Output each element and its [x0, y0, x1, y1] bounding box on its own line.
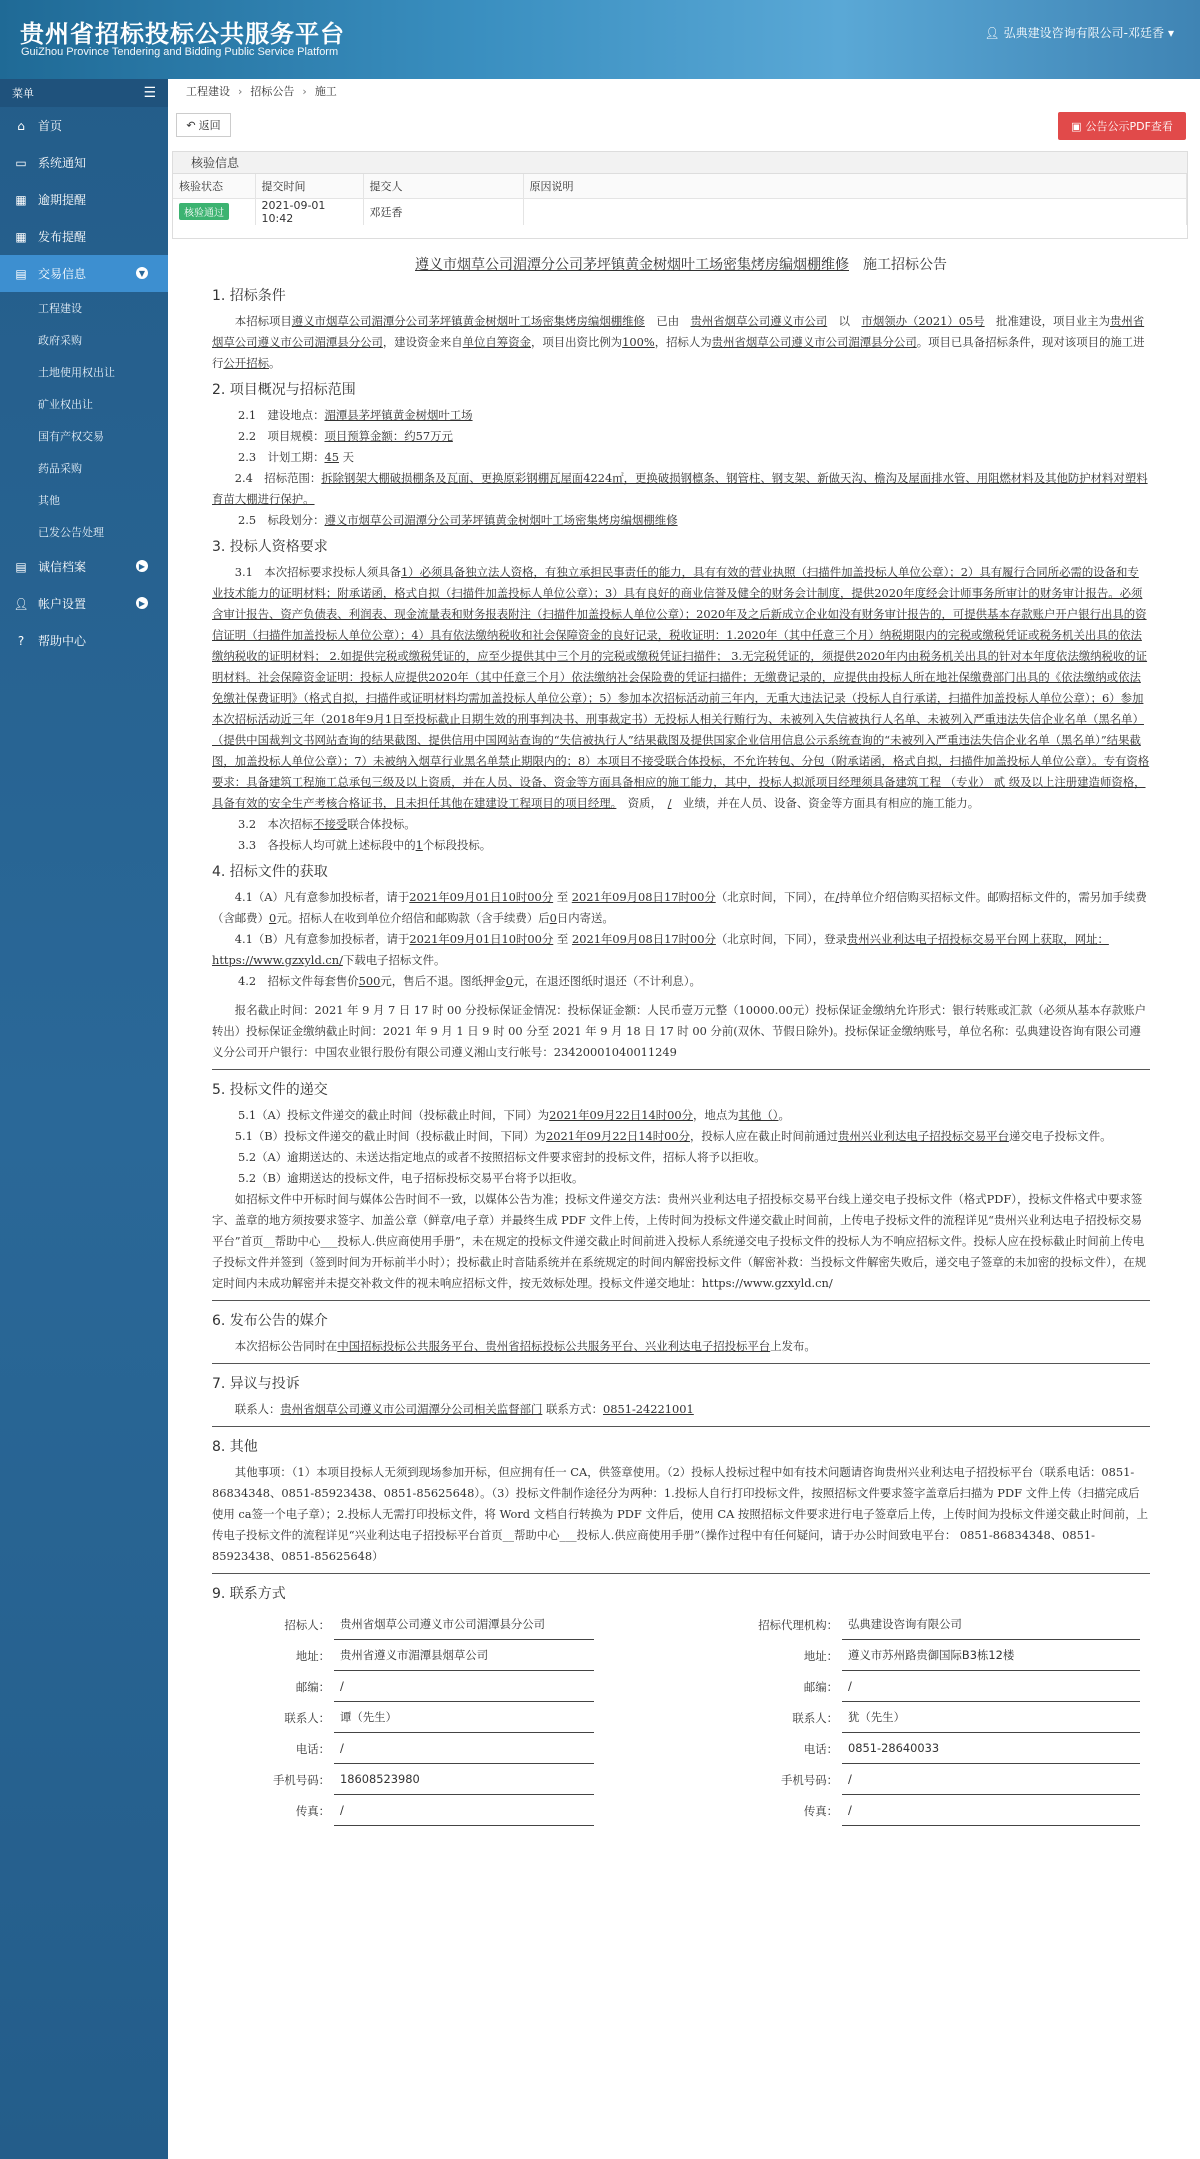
contact-value: 贵州省遵义市湄潭县烟草公司 — [334, 1645, 594, 1671]
table-cell: 2021-09-01 10:42 — [255, 198, 363, 225]
app-header — [0, 0, 1200, 79]
paragraph: 本招标项目遵义市烟草公司湄潭分公司茅坪镇黄金树烟叶工场密集烤房编烟棚维修 已由 贵州省烟草公司遵义市公司 以 市烟领办（2021）05号 批准建设，项目业主为贵州省烟草公司遵义市公司湄潭县分公司，建设资金来自单位自筹资金，项目出资比例为100%，招标人为贵州省烟草公司遵义市公司湄潭县分公司。项目已具备招标条件，现对该项目的施工进行公开招标。 — [212, 314, 1145, 370]
announcement-document — [212, 255, 1150, 1826]
caret-down-icon: ▾ — [1167, 25, 1174, 40]
section-heading: 1. 招标条件 — [212, 288, 286, 304]
section-heading: 2. 项目概况与招标范围 — [212, 382, 356, 398]
contact-value: 谭（先生） — [334, 1707, 594, 1733]
calendar-icon: ▦ — [15, 192, 27, 207]
main-content — [168, 79, 1200, 2159]
list-icon: ▤ — [15, 559, 27, 574]
paragraph: 本次招标公告同时在中国招标投标公共服务平台、贵州省招标投标公共服务平台、兴业利达电子招投标平台上发布。 — [234, 1339, 816, 1353]
col-header: 核验状态 — [173, 174, 255, 198]
col-header: 提交时间 — [255, 174, 363, 198]
calendar-icon: ▦ — [15, 229, 27, 244]
paragraph: 4.1（A）凡有意参加投标者，请于2021年09月01日10时00分 至 2021年09月08日17时00分（北京时间，下同），在/持单位介绍信购买招标文件。邮购招标文件的，需另加手续费（含邮费）0元。招标人在收到单位介绍信和邮购款（含手续费）后0日内寄送。 — [212, 890, 1147, 925]
contact-value: 弘典建设咨询有限公司 — [842, 1614, 1140, 1640]
contact-value: 18608523980 — [334, 1769, 594, 1795]
breadcrumb: 工程建设 › 招标公告 › 施工 — [178, 79, 345, 103]
sidebar-header — [0, 79, 168, 107]
chevron-right-icon: ▶ — [136, 560, 148, 572]
user-name: 弘典建设咨询有限公司-邓廷香 — [1003, 26, 1164, 40]
sidebar-item-label: 系统通知 — [38, 156, 87, 170]
user-menu[interactable] — [984, 24, 1174, 41]
paragraph: 3.1 本次招标要求投标人须具备1）必须具备独立法人资格，有独立承担民事责任的能力，具有有效的营业执照（扫描件加盖投标人单位公章）；2）具有履行合同所必需的设备和专业技术能力的证明材料；附承诺函，格式自拟（扫描件加盖投标人单位公章）；3）具有良好的商业信誉及健全的财务会计制度，提供2020年度经会计师事务所审计的财务审计报告。必须含审计报告、资产负债表、利润表、现金流量表和财务报表附注（扫描件加盖投标人单位公章）；2020年及之后新成立企业如没有财务审计报告的，可提供基本存款账户开户银行出具的资信证明（扫描件加盖投标人单位公章）；4）具有依法缴纳税收和社会保障资金的良好记录，税收证明：1.2020年（其中任意三个月）纳税期限内的完税或缴税凭证或税务机关出具的依法缴纳税收的证明材料； 2.如提供完税或缴税凭证的，应至少提供其中三个月的完税或缴税凭证扫描件； 3.无完税凭证的，须提供2020年内由税务机关出具的针对本年度依法缴纳税收的证明材料。社会保障资金证明：投标人应提供2020年（其中任意三个月）依法缴纳社会保险费的凭证扫描件；无缴费记录的，应提供由投标人所在地社保缴费部门出具的《依法缴纳或依法免缴社保费证明》（格式自拟，扫描件或证明材料均需加盖投标人单位公章）；5）参加本次招标活动前三年内，无重大违法记录（投标人自行承诺，扫描件加盖投标人单位公章）；6）参加本次招标活动近三年（2018年9月1日至投标截止日期生效的刑事判决书、刑事裁定书）无投标人相关行贿行为、未被列入失信被执行人名单、未被列入严重违法失信企业名单（黑名单）（提供中国裁判文书网站查询的结果截图、提供信用中国网站查询的“失信被执行人”结果截图及提供国家企业信用信息公示系统查询的“未被列入严重违法失信企业名单（黑名单）”结果截图，加盖投标人单位公章）；7）未被纳入烟草行业黑名单禁止期限内的；8）本项目不接受联合体投标，不允许转包、分包（附承诺函，格式自拟，扫描件加盖投标人单位公章）。专有资格要求：具备建筑工程施工总承包三级及以上资质，并在人员、设备、资金等方面具备相应的施工能力，其中，投标人拟派项目经理须具备建筑工程 （专业） 贰 级及以上注册建造师资格，具备有效的安全生产考核合格证书，且未担任其他在建建设工程项目的项目经理。 资质， / 业绩，并在人员、设备、资金等方面具有相应的施工能力。 — [212, 565, 1150, 810]
section-heading: 9. 联系方式 — [212, 1586, 286, 1602]
app-subtitle: GuiZhou Province Tendering and Bidding Public Service Platform — [21, 46, 339, 58]
contact-left: 招标人： 贵州省烟草公司遵义市公司湄潭县分公司 地址： 贵州省遵义市湄潭县烟草公司 邮编： / 联系人： 谭（先生） 电话： / 手机号码： 18608523980 传真： / — [212, 1609, 682, 1826]
sidebar-item-label: 发布提醒 — [38, 230, 87, 244]
col-header: 原因说明 — [523, 174, 1187, 198]
paragraph: 2.5 标段划分：遵义市烟草公司湄潭分公司茅坪镇黄金树烟叶工场密集烤房编烟棚维修 — [238, 513, 678, 527]
contact-value: 0851-28640033 — [842, 1738, 1140, 1764]
sidebar-sub-item[interactable]: 政府采购 — [38, 334, 82, 347]
col-header: 提交人 — [363, 174, 523, 198]
sidebar-sub-item[interactable]: 土地使用权出让 — [38, 366, 115, 379]
sidebar-sub-item[interactable]: 其他 — [38, 494, 60, 507]
sidebar-item-account[interactable] — [0, 585, 168, 622]
contact-grid — [212, 1609, 1150, 1826]
contact-value: / — [334, 1738, 594, 1764]
sidebar-item-trade[interactable] — [0, 255, 168, 292]
app-title: 贵州省招标投标公共服务平台 — [20, 20, 345, 48]
paragraph: 5.2（A）逾期送达的、未送达指定地点的或者不按照招标文件要求密封的投标文件，招标人将予以拒收。 — [238, 1150, 766, 1164]
sidebar — [0, 79, 168, 2159]
sidebar-item-home[interactable] — [0, 107, 168, 144]
sidebar-sub-item[interactable]: 工程建设 — [38, 302, 82, 315]
breadcrumb-item[interactable]: 工程建设 — [186, 85, 230, 98]
paragraph: 5.1（A）投标文件递交的截止时间（投标截止时间，下同）为2021年09月22日14时00分，地点为其他（）。 — [238, 1108, 790, 1122]
monitor-icon: ▭ — [15, 155, 27, 170]
paragraph: 2.4 招标范围：拆除钢架大棚破损棚条及瓦面、更换原彩钢棚瓦屋面4224㎡，更换破损钢檩条、钢管柱、钢支架、新做天沟、檐沟及屋面排水管、用阻燃材料及其他防护材料对塑料育苗大棚进行保护。 — [212, 471, 1148, 506]
paragraph: 5.1（B）投标文件递交的截止时间（投标截止时间，下同）为2021年09月22日14时00分，投标人应在截止时间前通过贵州兴业利达电子招投标交易平台递交电子投标文件。 — [234, 1129, 1112, 1143]
sidebar-item-notice[interactable] — [0, 144, 168, 181]
paragraph: 其他事项：（1）本项目投标人无须到现场参加开标，但应拥有任一 CA，供签章使用。（2）投标人投标过程中如有技术问题请咨询贵州兴业利达电子招投标平台（联系电话：0851-86834348、0851-85923438、0851-85625648）。（3）投标文件制作途径分为两种：1.投标人自行打印投标文件，按照招标文件要求签字盖章后扫描为 PDF 文件上传（扫描完成后使用 ca签一个电子章）；2.投标人无需打印投标文件，将 Word 文档自行转换为 PDF 文件后，使用 CA 按照招标文件要求进行电子签章后上传，上传时间为投标文件递交截止时间前，上传电子投标文件的流程详见“兴业利达电子招投标平台首页__帮助中心___投标人.供应商使用手册”（操作过程中有任何疑问，请于办公时间致电平台： 0851-86834348、0851-85923438、0851-85625648） — [212, 1465, 1148, 1563]
paragraph: 3.2 本次招标不接受联合体投标。 — [238, 817, 416, 831]
contact-right: 招标代理机构： 弘典建设咨询有限公司 地址： 遵义市苏州路贵御国际B3栋12楼 邮编： / 联系人： 犹（先生） 电话： 0851-28640033 手机号码： / 传真： / — [682, 1609, 1150, 1826]
sidebar-item-overdue[interactable] — [0, 181, 168, 218]
status-badge: 核验通过 — [179, 203, 229, 220]
paragraph: 3.3 各投标人均可就上述标段中的1个标段投标。 — [238, 838, 492, 852]
pdf-icon: ▣ — [1071, 119, 1082, 133]
verify-panel — [172, 151, 1188, 239]
section-heading: 3. 投标人资格要求 — [212, 539, 328, 555]
paragraph: 5.2（B）逾期送达的投标文件，电子招标投标交易平台将予以拒收。 — [238, 1171, 584, 1185]
home-icon: ⌂ — [17, 118, 25, 133]
section-heading: 8. 其他 — [212, 1439, 258, 1455]
sidebar-title: 菜单 — [12, 87, 34, 100]
sidebar-item-label: 诚信档案 — [38, 560, 87, 574]
section-heading: 5. 投标文件的递交 — [212, 1082, 328, 1098]
list-icon: ▤ — [15, 266, 27, 281]
contact-value: 遵义市苏州路贵御国际B3栋12楼 — [842, 1645, 1140, 1671]
sidebar-item-label: 逾期提醒 — [38, 193, 87, 207]
doc-title: 遵义市烟草公司湄潭分公司茅坪镇黄金树烟叶工场密集烤房编烟棚维修 施工招标公告 — [415, 257, 947, 273]
sidebar-sub-item[interactable]: 国有产权交易 — [38, 430, 104, 443]
breadcrumb-item[interactable]: 施工 — [314, 85, 337, 98]
sidebar-sub-item[interactable]: 药品采购 — [38, 462, 82, 475]
sidebar-item-help[interactable] — [0, 622, 168, 659]
contact-value: / — [842, 1769, 1140, 1795]
chevron-right-icon: ▶ — [136, 597, 148, 609]
contact-value: 犹（先生） — [842, 1707, 1140, 1733]
user-icon: 👤︎ — [13, 596, 29, 611]
paragraph: 报名截止时间：2021 年 9 月 7 日 17 时 00 分投标保证金情况：投标保证金额：人民币壹万元整（10000.00元）投标保证金缴纳允许形式：银行转账或汇款（必须从基本存款账户转出）投标保证金缴纳截止时间：2021 年 9 月 1 日 9 时 00 分至 2021 年 9 月 18 日 17 时 00 分前(双休、节假日除外)。投标保证金缴纳账号，单位名称：弘典建设咨询有限公司遵义分公司开户银行：中国农业银行股份有限公司遵义湘山支行帐号：23420001040011249 — [212, 1003, 1146, 1059]
contact-value: / — [334, 1676, 594, 1702]
section-heading: 4. 招标文件的获取 — [212, 864, 328, 880]
sidebar-item-credit[interactable] — [0, 548, 168, 585]
paragraph: 4.1（B）凡有意参加投标者，请于2021年09月01日10时00分 至 2021年09月08日17时00分（北京时间，下同），登录贵州兴业利达电子招投标交易平台网上获取，网址：https://www.gzxyld.cn/下载电子招标文件。 — [212, 932, 1109, 967]
menu-toggle-icon[interactable]: ☰ — [143, 85, 156, 101]
section-heading: 6. 发布公告的媒介 — [212, 1313, 328, 1329]
paragraph: 2.2 项目规模：项目预算金额：约57万元 — [238, 429, 453, 443]
contact-value: / — [842, 1676, 1140, 1702]
contact-value: / — [334, 1800, 594, 1826]
pdf-view-button[interactable]: ▣ 公告公示PDF查看 — [1058, 112, 1186, 140]
sidebar-sub-item[interactable]: 矿业权出让 — [38, 398, 93, 411]
table-cell: 邓廷香 — [363, 198, 523, 225]
paragraph: 4.2 招标文件每套售价500元，售后不退。图纸押金0元，在退还图纸时退还（不计利息）。 — [238, 974, 701, 988]
contact-value: / — [842, 1800, 1140, 1826]
sidebar-item-label: 帐户设置 — [38, 597, 87, 611]
paragraph: 如招标文件中开标时间与媒体公告时间不一致，以媒体公告为准；投标文件递交方法：贵州兴业利达电子招投标交易平台线上递交电子投标文件（格式PDF），投标文件格式中要求签字、盖章的地方须按要求签字、加盖公章（鲜章/电子章）并最终生成 PDF 文件上传，上传时间为投标文件递交截止时间前，上传电子投标文件的流程详见“贵州兴业利达电子招投标交易平台”首页__帮助中心___投标人.供应商使用手册”，未在规定的投标文件递交截止时间前进入投标人系统递交电子投标文件的投标人为不响应招标文件。投标人应在投标截止时间前上传电子投标文件并签到（签到时间为开标前半小时）；投标截止时音陆系统并在系统规定的时间内解密投标文件（解密补救：当投标文件解密失败后，递交电子签章的未加密的投标文件），在规定时间内未成功解密并未提交补救文件的视未响应招标文件，按无效标处理。投标文件递交地址：https://www.gzxyld.cn/ — [212, 1192, 1147, 1290]
paragraph: 2.1 建设地点：湄潭县茅坪镇黄金树烟叶工场 — [238, 408, 473, 422]
sidebar-item-label: 首页 — [38, 119, 63, 133]
sidebar-sub-item[interactable]: 已发公告处理 — [38, 526, 104, 539]
chevron-down-icon: ▼ — [136, 267, 148, 279]
table-cell — [523, 198, 1187, 225]
back-icon: ↶ — [186, 118, 196, 132]
section-heading: 7. 异议与投诉 — [212, 1376, 300, 1392]
contact-value: 贵州省烟草公司遵义市公司湄潭县分公司 — [334, 1614, 594, 1640]
verify-title: 核验信息 — [173, 152, 1187, 174]
sidebar-item-label: 帮助中心 — [38, 634, 87, 648]
back-button[interactable]: ↶ 返回 — [176, 113, 231, 137]
help-icon: ? — [17, 633, 25, 648]
table-row — [173, 198, 1187, 225]
user-icon: 👤︎ — [984, 25, 1000, 40]
paragraph: 2.3 计划工期：45 天 — [238, 450, 354, 464]
paragraph: 联系人：贵州省烟草公司遵义市公司湄潭分公司相关监督部门 联系方式：0851-24221001 — [234, 1402, 694, 1416]
sidebar-item-label: 交易信息 — [38, 267, 87, 281]
verify-table — [173, 174, 1187, 225]
breadcrumb-item[interactable]: 招标公告 — [250, 85, 295, 98]
sidebar-item-publish[interactable] — [0, 218, 168, 255]
